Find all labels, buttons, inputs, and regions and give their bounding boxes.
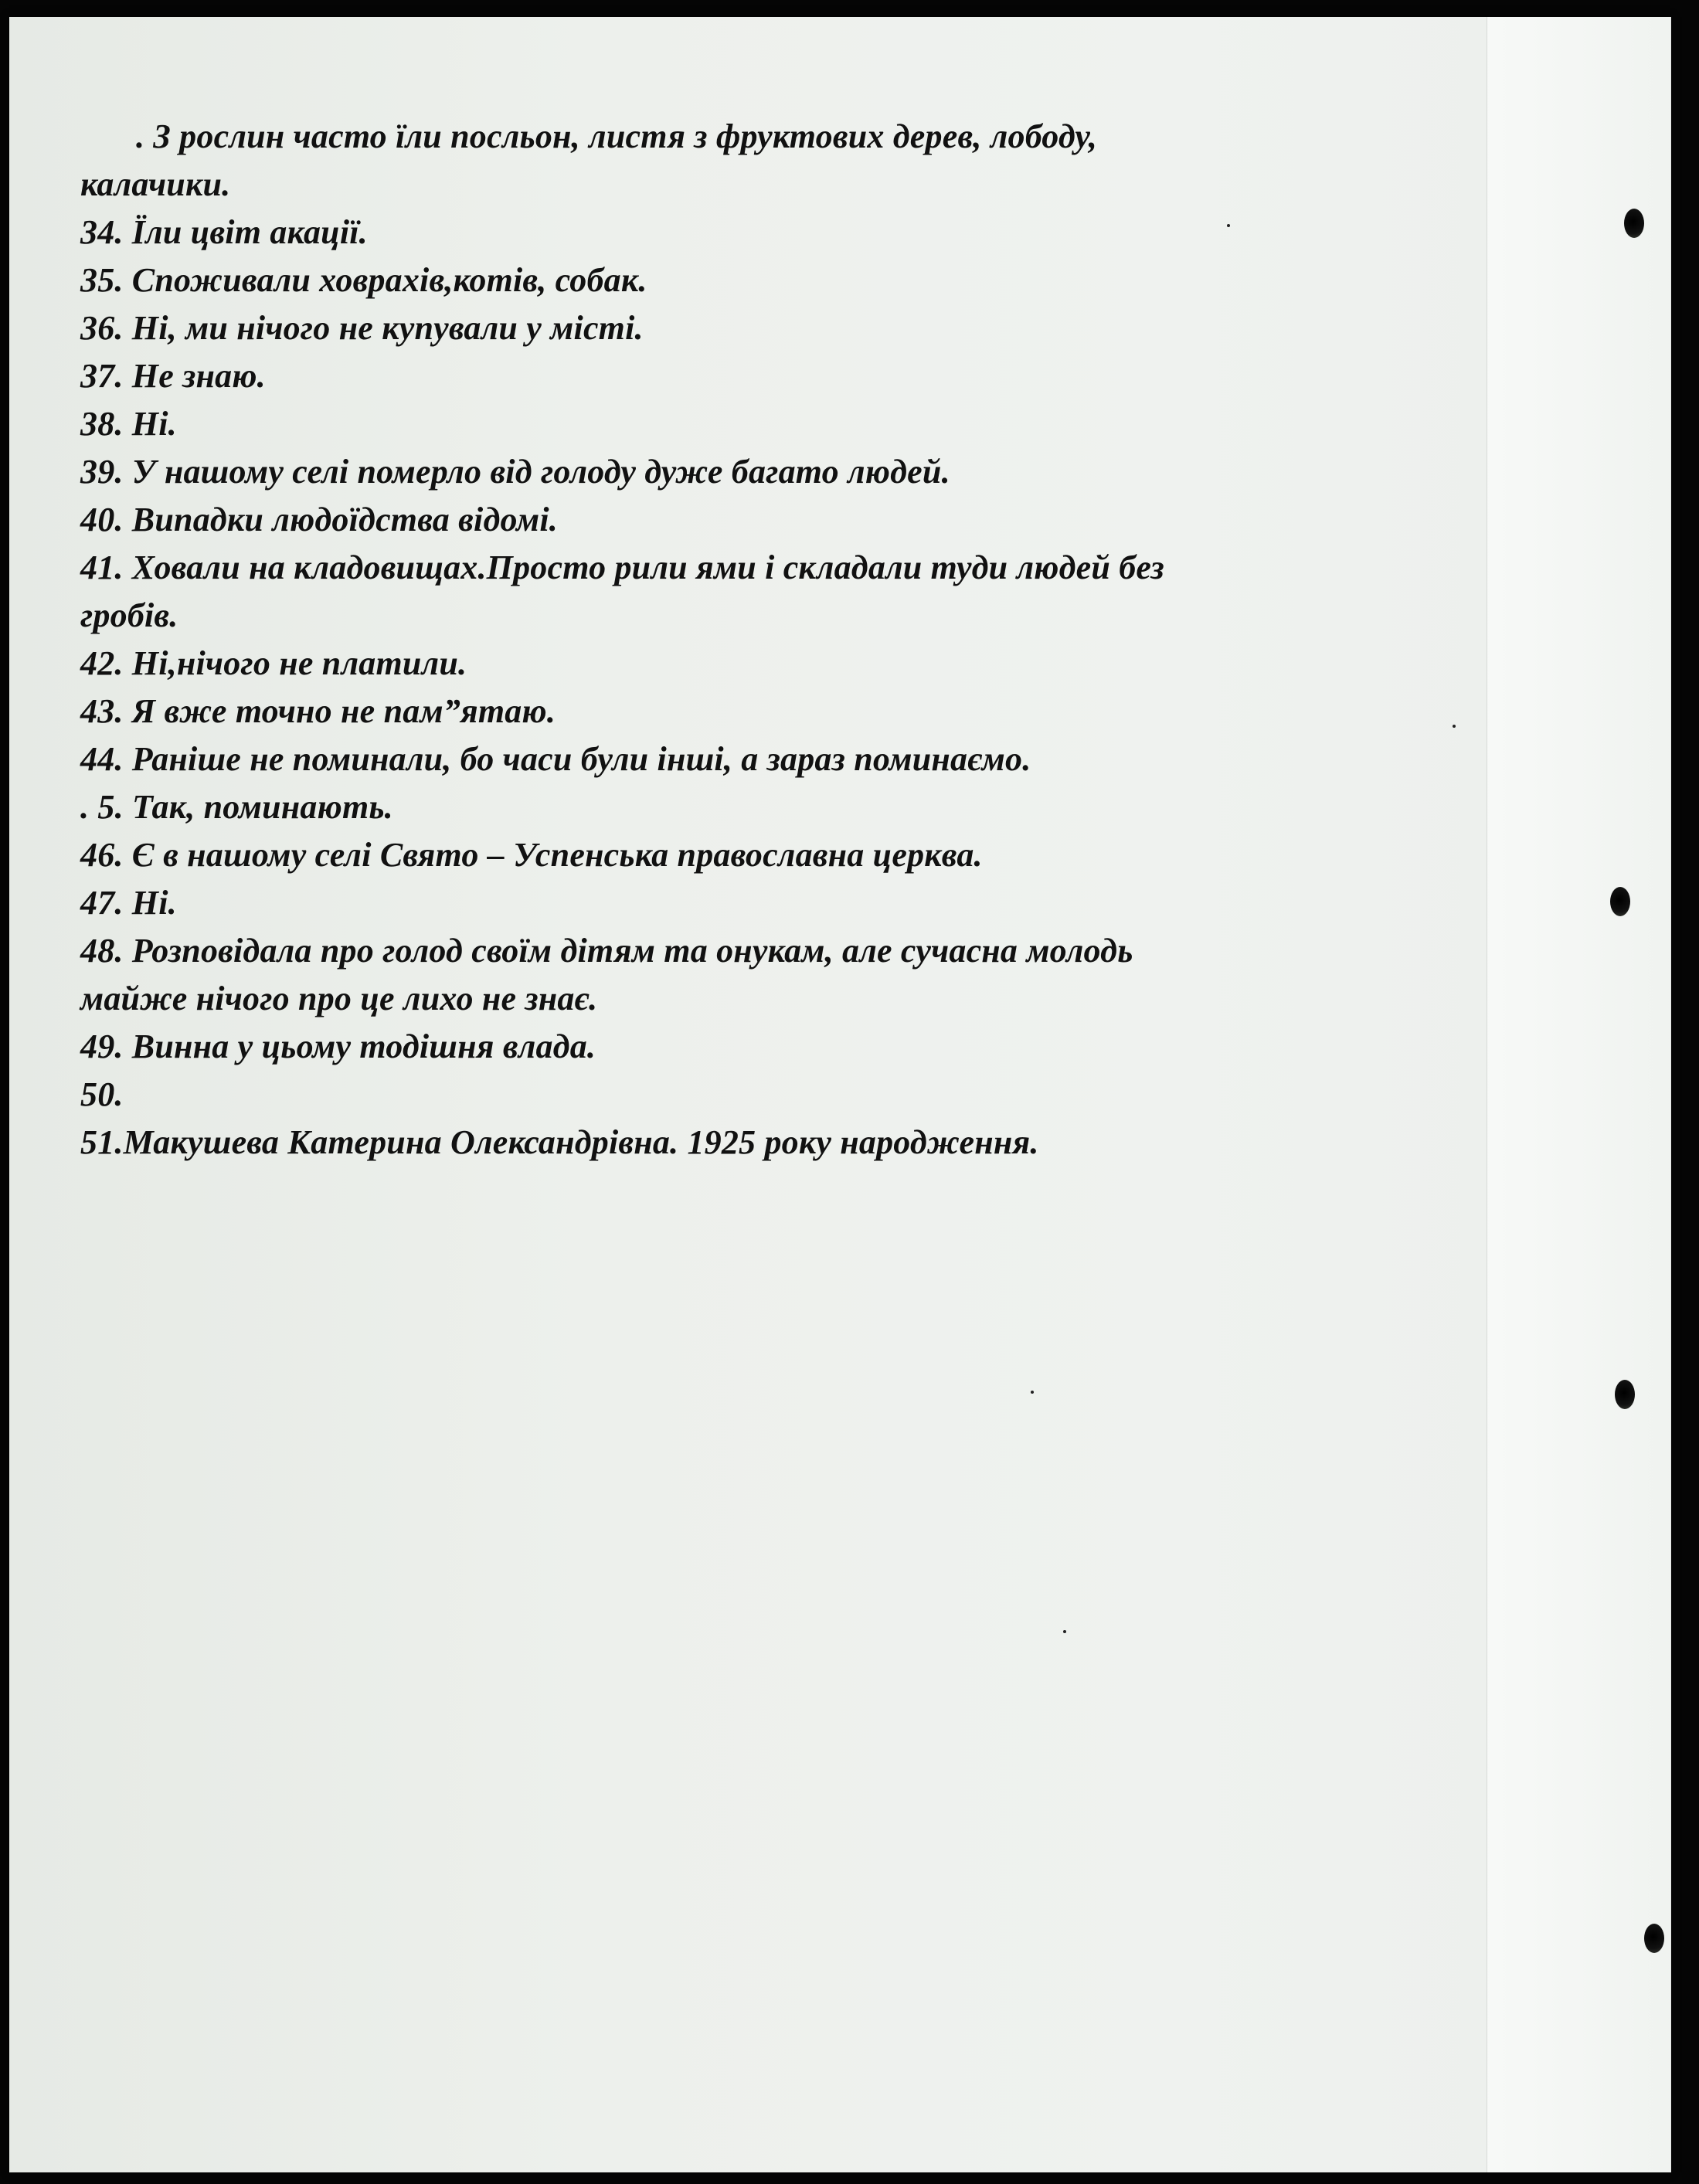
answer-line: 35. Споживали ховрахів,котів, собак. <box>80 261 647 299</box>
answer-line: майже нічого про це лихо не знає. <box>80 980 598 1017</box>
answer-line: 48. Розповідала про голод своїм дітям та онукам, але сучасна молодь <box>80 932 1133 970</box>
answer-line: 44. Раніше не поминали, бо часи були інші, а зараз поминаємо. <box>80 740 1031 778</box>
answer-line: 50. <box>80 1075 124 1113</box>
answer-line: 51.Макушева Катерина Олександрівна. 1925 року народження. <box>80 1123 1039 1161</box>
answers-text <box>80 113 1487 1167</box>
answer-line: 34. Їли цвіт акації. <box>80 213 368 251</box>
answer-line: гробів. <box>80 596 178 634</box>
answer-line: 36. Ні, ми нічого не купували у місті. <box>80 309 644 347</box>
answer-line: калачики. <box>80 165 231 203</box>
ink-speck <box>1227 224 1230 227</box>
punch-hole-icon <box>1615 1380 1635 1409</box>
answer-line: . 5. Так, поминають. <box>80 788 393 826</box>
ink-speck <box>1453 725 1456 728</box>
answer-line: 43. Я вже точно не пам”ятаю. <box>80 692 556 730</box>
answer-line: 37. Не знаю. <box>80 357 266 395</box>
answer-line: 46. Є в нашому селі Свято – Успенська православна церква. <box>80 836 983 874</box>
answer-line: 41. Ховали на кладовищах.Просто рили ями і складали туди людей без <box>80 549 1164 586</box>
answer-line: 47. Ні. <box>80 884 177 922</box>
answer-line: 40. Випадки людоїдства відомі. <box>80 501 558 538</box>
paper-sheet <box>9 17 1670 2172</box>
answer-line: 49. Винна у цьому тодішня влада. <box>80 1027 596 1065</box>
answer-line: 38. Ні. <box>80 405 177 443</box>
ink-speck <box>1063 1630 1066 1633</box>
punch-hole-icon <box>1610 887 1630 916</box>
ink-speck <box>1031 1391 1034 1394</box>
punch-hole-icon <box>1624 209 1644 238</box>
punch-hole-icon <box>1644 1924 1664 1953</box>
answer-line: . З рослин часто їли посльон, листя з фруктових дерев, лободу, <box>136 117 1098 155</box>
answer-line: 39. У нашому селі померло від голоду дуже багато людей. <box>80 453 950 491</box>
answer-line: 42. Ні,нічого не платили. <box>80 644 467 682</box>
